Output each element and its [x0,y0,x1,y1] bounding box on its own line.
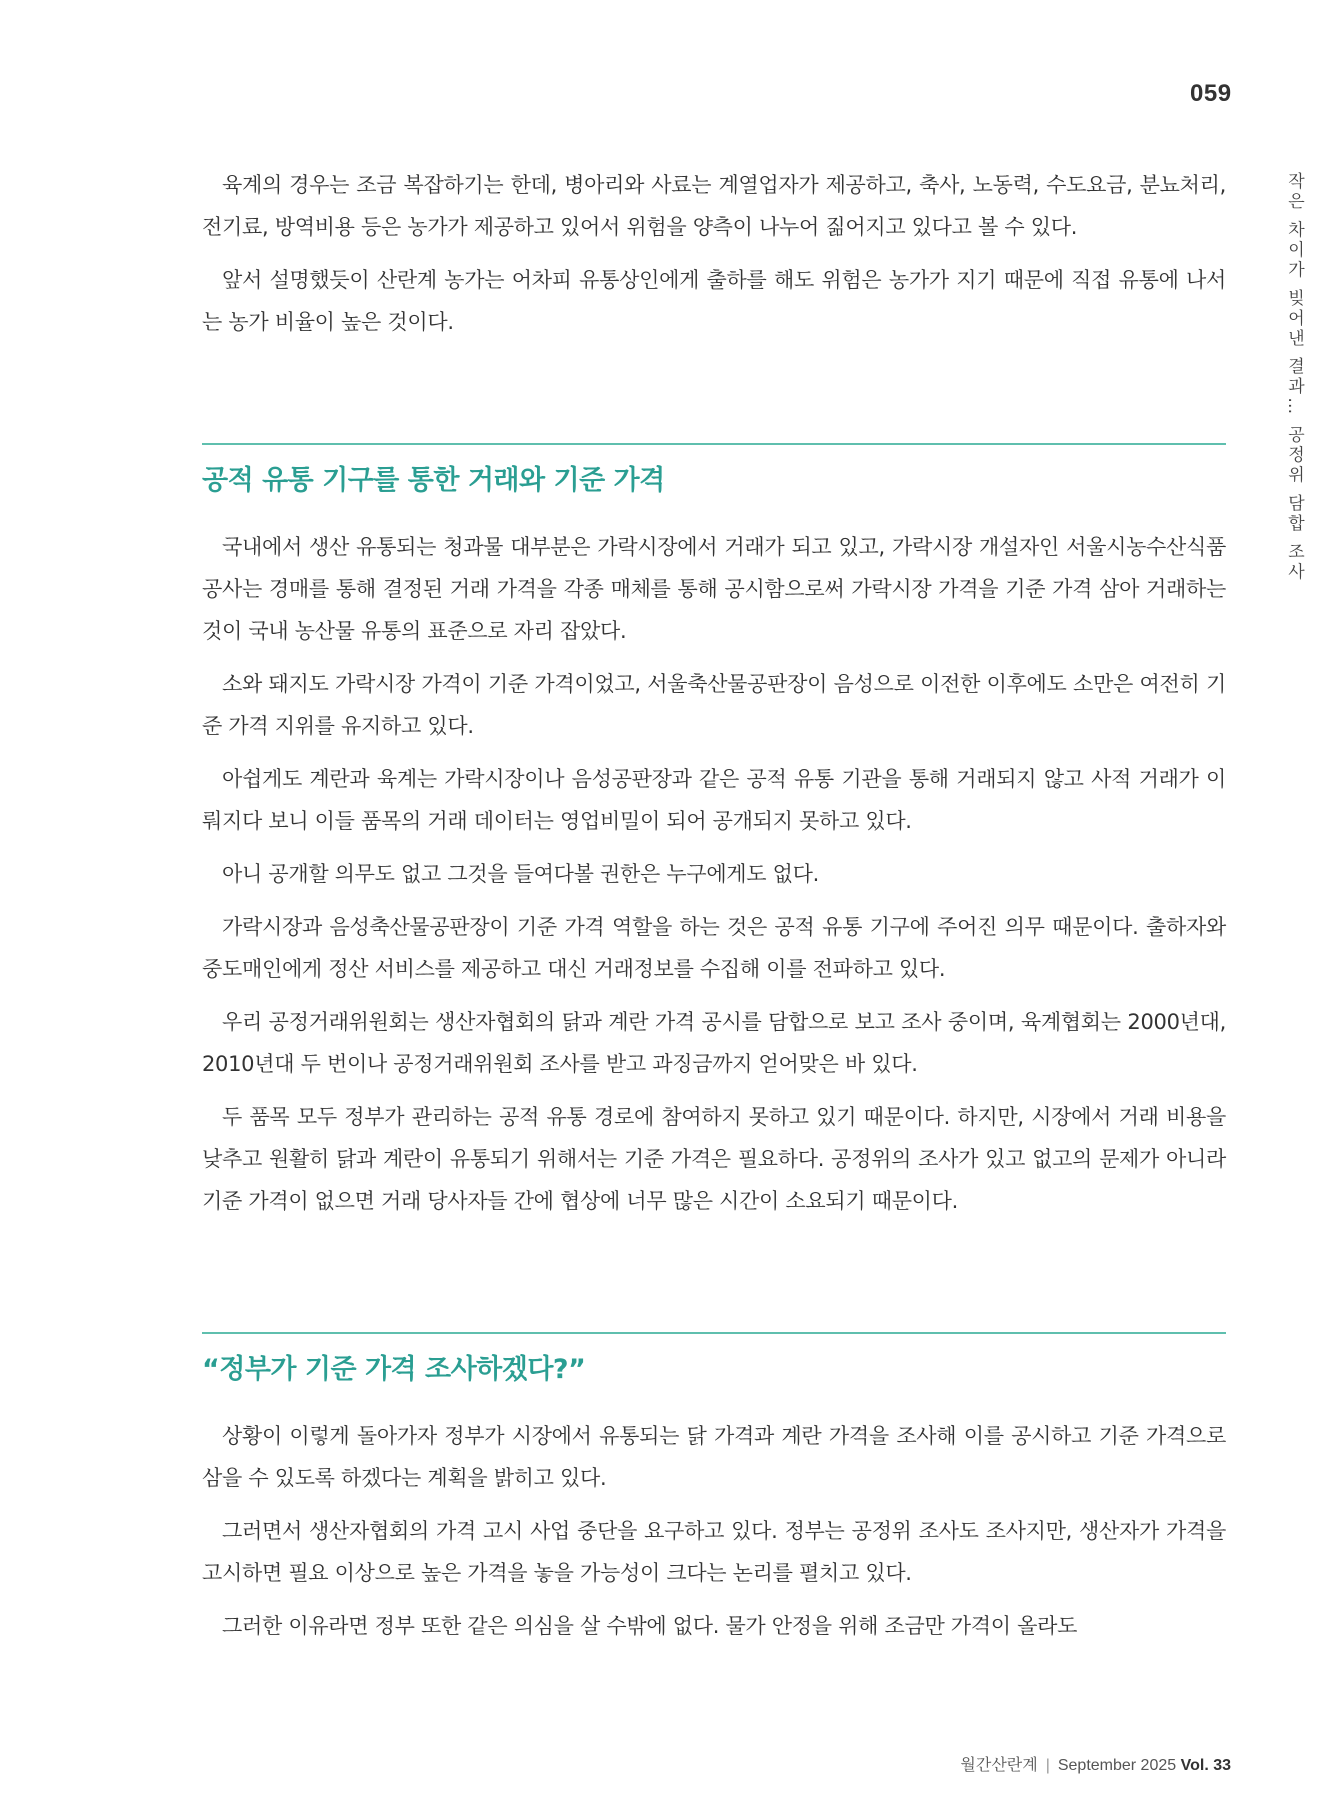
paragraph: 소와 돼지도 가락시장 가격이 기준 가격이었고, 서울축산물공판장이 음성으로 이전한 이후에도 소만은 여전히 기준 가격 지위를 유지하고 있다. [202,672,1226,738]
paragraph: 우리 공정거래위원회는 생산자협회의 닭과 계란 가격 공시를 담합으로 보고 조사 중이며, 육계협회는 2000년대, 2010년대 두 번이나 공정거래위원회 조사를 받고 과징금까지 얻어맞은 바 있다. [202,1010,1226,1076]
paragraph: 두 품목 모두 정부가 관리하는 공적 유통 경로에 참여하지 못하고 있기 때문이다. 하지만, 시장에서 거래 비용을 낮추고 원활히 닭과 계란이 유통되기 위해서는 기준 가격은 필요하다. 공정위의 조사가 있고 없고의 문제가 아니라 기준 가격이 없으면 거래 당사자들 간에 협상에 너무 많은 시간이 소요되기 때문이다. [202,1105,1226,1213]
section-body [202,526,1226,1222]
paragraph: 앞서 설명했듯이 산란계 농가는 어차피 유통상인에게 출하를 해도 위험은 농가가 지기 때문에 직접 유통에 나서는 농가 비율이 높은 것이다. [202,268,1226,334]
page-number: 059 [1190,80,1232,107]
section-heading: 공적 유통 기구를 통한 거래와 기준 가격 [202,465,665,496]
paragraph: 아니 공개할 의무도 없고 그것을 들여다볼 권한은 누구에게도 없다. [222,862,819,886]
section-heading: “정부가 기준 가격 조사하겠다?” [202,1354,586,1385]
intro-text [202,164,1226,343]
paragraph: 상황이 이렇게 돌아가자 정부가 시장에서 유통되는 닭 가격과 계란 가격을 조사해 이를 공시하고 기준 가격으로 삼을 수 있도록 하겠다는 계획을 밝히고 있다. [202,1424,1226,1490]
paragraph: 그러면서 생산자협회의 가격 고시 사업 중단을 요구하고 있다. 정부는 공정위 조사도 조사지만, 생산자가 가격을 고시하면 필요 이상으로 높은 가격을 놓을 가능성이 크다는 논리를 펼치고 있다. [202,1519,1226,1585]
magazine-name: 월간산란계 [960,1757,1038,1774]
volume-number: Vol. 33 [1180,1757,1231,1774]
footer-separator: | [1045,1757,1050,1774]
paragraph: 그러한 이유라면 정부 또한 같은 의심을 살 수밖에 없다. 물가 안정을 위해 조금만 가격이 올라도 [222,1614,1078,1638]
paragraph: 가락시장과 음성축산물공판장이 기준 가격 역할을 하는 것은 공적 유통 기구에 주어진 의무 때문이다. 출하자와 중도매인에게 정산 서비스를 제공하고 대신 거래정보를 수집해 이를 전파하고 있다. [202,915,1226,981]
side-running-title: 작은 차이가 빚어낸 결과… 공정위 담합 조사 [1284,172,1304,583]
page-footer [960,1752,1231,1775]
paragraph: 육계의 경우는 조금 복잡하기는 한데, 병아리와 사료는 계열업자가 제공하고, 축사, 노동력, 수도요금, 분뇨처리, 전기료, 방역비용 등은 농가가 제공하고 있어서 위험을 양측이 나누어 짊어지고 있다고 볼 수 있다. [202,173,1226,239]
paragraph: 아쉽게도 계란과 육계는 가락시장이나 음성공판장과 같은 공적 유통 기관을 통해 거래되지 않고 사적 거래가 이뤄지다 보니 이들 품목의 거래 데이터는 영업비밀이 되어 공개되지 못하고 있다. [202,767,1226,833]
paragraph: 국내에서 생산 유통되는 청과물 대부분은 가락시장에서 거래가 되고 있고, 가락시장 개설자인 서울시농수산식품공사는 경매를 통해 결정된 거래 가격을 각종 매체를 통해 공시함으로써 가락시장 가격을 기준 가격 삼아 거래하는 것이 국내 농산물 유통의 표준으로 자리 잡았다. [202,535,1226,643]
section-divider [202,443,1226,445]
section-body [202,1415,1226,1647]
issue-date: September 2025 [1057,1757,1177,1774]
section-divider [202,1332,1226,1334]
